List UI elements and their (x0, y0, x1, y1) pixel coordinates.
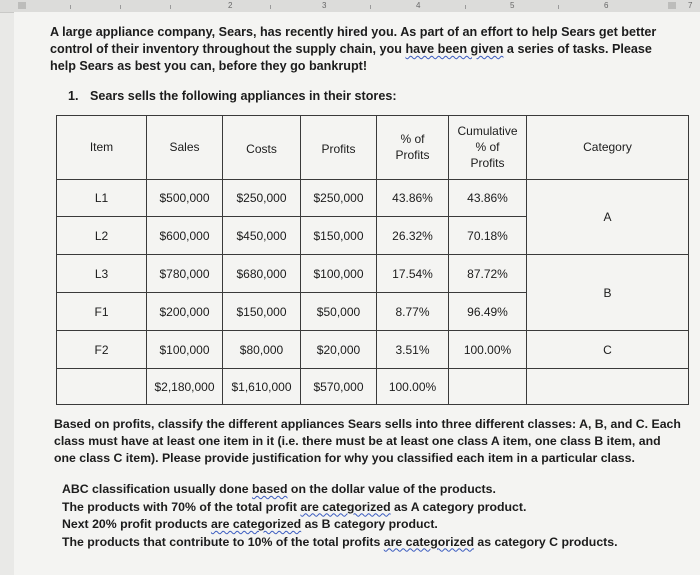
header-costs-label: Costs (246, 142, 277, 157)
cell-item: F1 (57, 293, 147, 331)
cell-category-blank (527, 369, 689, 405)
cell-pct: 26.32% (377, 217, 449, 255)
header-profits-label: Profits (321, 142, 356, 157)
cell-item-blank (57, 369, 147, 405)
ruler-tick (558, 5, 559, 9)
cell-pct: 3.51% (377, 331, 449, 369)
ruler-tick (370, 5, 371, 9)
spelling-flag[interactable]: based (251, 482, 288, 496)
ruler-tick (465, 5, 466, 9)
cell-total-profits: $570,000 (301, 369, 377, 405)
appliance-table (56, 115, 689, 405)
cell-sales: $500,000 (147, 179, 223, 217)
cell-sales: $200,000 (147, 293, 223, 331)
question-number: 1. (68, 89, 79, 103)
cell-pct: 8.77% (377, 293, 449, 331)
cell-pct: 43.86% (377, 179, 449, 217)
ruler-tick (270, 5, 271, 9)
table-row (57, 179, 689, 217)
cell-category-b: B (527, 255, 689, 331)
cell-sales: $100,000 (147, 331, 223, 369)
cell-cum: 43.86% (449, 179, 527, 217)
explanation-line (62, 481, 692, 499)
explanation-line (62, 516, 692, 534)
ruler-number: 5 (510, 1, 515, 10)
header-cum-line2: % of (475, 140, 500, 155)
ruler-margin-marker[interactable] (668, 2, 676, 9)
cell-profits: $20,000 (301, 331, 377, 369)
cell-item: L2 (57, 217, 147, 255)
ruler-number: 7 (688, 1, 693, 10)
cell-sales: $780,000 (147, 255, 223, 293)
cell-pct: 17.54% (377, 255, 449, 293)
table-row (57, 255, 689, 293)
cell-cum: 96.49% (449, 293, 527, 331)
cell-item: L3 (57, 255, 147, 293)
header-profits (301, 116, 377, 180)
document-page[interactable] (14, 12, 700, 575)
ruler-tick (70, 5, 71, 9)
cell-costs: $450,000 (223, 217, 301, 255)
cell-costs: $80,000 (223, 331, 301, 369)
header-cum-line3: Profits (470, 156, 505, 171)
table-total-row (57, 369, 689, 405)
cell-cum: 100.00% (449, 331, 527, 369)
explanation-text: as A category product. (390, 499, 527, 514)
header-pct-line2: Profits (395, 148, 430, 163)
table-header-row (57, 116, 689, 180)
table-row (57, 331, 689, 369)
spelling-flag[interactable]: have been given (405, 42, 504, 56)
explanation-line (62, 534, 692, 552)
explanation-text: as category C products. (474, 534, 618, 549)
cell-profits: $250,000 (301, 179, 377, 217)
explanation-text: as B category product. (301, 517, 438, 531)
ruler-number: 4 (416, 1, 421, 10)
ruler-margin-marker[interactable] (18, 2, 26, 9)
header-item: Item (57, 116, 147, 180)
cell-costs: $150,000 (223, 293, 301, 331)
header-cumulative (449, 116, 527, 180)
header-category: Category (527, 116, 689, 180)
spelling-flag[interactable]: are categorized (300, 499, 391, 514)
explanation-text: on the dollar value of the products. (287, 482, 496, 496)
cell-costs: $250,000 (223, 179, 301, 217)
answer-explanation (62, 481, 692, 551)
cell-total-costs: $1,610,000 (223, 369, 301, 405)
cell-costs: $680,000 (223, 255, 301, 293)
header-pct-profits (377, 116, 449, 180)
cell-item: L1 (57, 179, 147, 217)
cell-item: F2 (57, 331, 147, 369)
cell-profits: $150,000 (301, 217, 377, 255)
cell-total-pct: 100.00% (377, 369, 449, 405)
explanation-line (62, 499, 692, 517)
header-cum-line1: Cumulative (457, 124, 518, 139)
cell-total-sales: $2,180,000 (147, 369, 223, 405)
cell-cum-blank (449, 369, 527, 405)
explanation-text: ABC classification usually done (62, 482, 252, 496)
question-text: Sears sells the following appliances in their stores: (90, 89, 397, 103)
question-1 (68, 89, 397, 103)
cell-category-c: C (527, 331, 689, 369)
explanation-text: The products that contribute to 10% of the total profits (62, 534, 384, 549)
classification-instructions: Based on profits, classify the different appliances Sears sells into three different classes: A, B, and C. Each class must have at least one item in it (i.e. there must be at least one class A item, one class B item, and one class C item). Please provide justification for why you classified each item in a particular class. (54, 417, 681, 465)
header-costs (223, 116, 301, 180)
cell-sales: $600,000 (147, 217, 223, 255)
explanation-text: Next 20% profit products (62, 517, 211, 531)
header-pct-line1: % of (400, 132, 425, 147)
cell-profits: $50,000 (301, 293, 377, 331)
ruler-tick (120, 5, 121, 9)
cell-cum: 87.72% (449, 255, 527, 293)
cell-cum: 70.18% (449, 217, 527, 255)
intro-paragraph: A large appliance company, Sears, has recently hired you. As part of an effort to help Sears get better control of their inventory throughout the supply chain, you have been given a series of tasks. Please help Sears as best you can, before they go bankrupt! (50, 25, 657, 73)
cell-category-a: A (527, 179, 689, 255)
explanation-text: The products with 70% of the total profit (62, 499, 301, 514)
ruler-number: 3 (322, 1, 327, 10)
cell-profits: $100,000 (301, 255, 377, 293)
header-sales: Sales (147, 116, 223, 180)
spelling-flag[interactable]: are categorized (383, 534, 474, 549)
spelling-flag[interactable]: are categorized (210, 517, 302, 531)
ruler-tick (170, 5, 171, 9)
ruler-number: 2 (228, 1, 233, 10)
ruler-number: 6 (604, 1, 609, 10)
